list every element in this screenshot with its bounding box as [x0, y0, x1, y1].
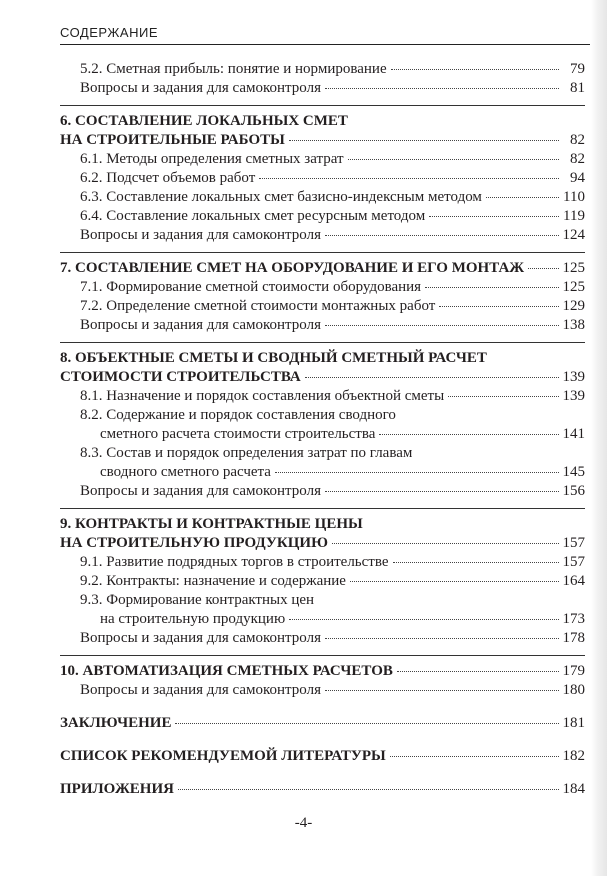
toc-entry-8-3-title[interactable]: 8.3. Состав и порядок определения затрат по главам: [80, 445, 413, 461]
dot-leader: [332, 542, 559, 544]
toc-entry-5-questions[interactable]: Вопросы и задания для самоконтроля 81: [80, 80, 585, 96]
dot-leader: [350, 580, 559, 582]
toc-entry-9-questions[interactable]: Вопросы и задания для самоконтроля 178: [80, 630, 585, 646]
dot-leader: [325, 689, 559, 691]
dot-leader: [325, 490, 559, 492]
toc-chapter-9-title[interactable]: 9. КОНТРАКТЫ И КОНТРАКТНЫЕ ЦЕНЫ: [60, 516, 363, 532]
dot-leader: [528, 267, 558, 269]
dot-leader: [325, 234, 559, 236]
toc-literature[interactable]: СПИСОК РЕКОМЕНДУЕМОЙ ЛИТЕРАТУРЫ 182: [60, 748, 585, 764]
toc-entry-6-4[interactable]: 6.4. Составление локальных смет ресурсным методом 119: [80, 208, 585, 224]
dot-leader: [178, 788, 559, 790]
section-gap: [60, 733, 585, 747]
toc-entry-9-1[interactable]: 9.1. Развитие подрядных торгов в строительстве 157: [80, 554, 585, 570]
toc-chapter-6[interactable]: НА СТРОИТЕЛЬНЫЕ РАБОТЫ 82: [60, 132, 585, 148]
dot-leader: [275, 471, 559, 473]
page-number: -4-: [294, 815, 313, 831]
toc-entry-5-2[interactable]: 5.2. Сметная прибыль: понятие и нормирование 79: [80, 61, 585, 77]
section-gap: [60, 700, 585, 714]
toc-entry-9-3[interactable]: на строительную продукцию 173: [100, 611, 585, 627]
toc-chapter-8[interactable]: СТОИМОСТИ СТРОИТЕЛЬСТВА 139: [60, 369, 585, 385]
dot-leader: [486, 196, 559, 198]
table-of-contents: [60, 60, 585, 799]
chapter-divider: [60, 655, 585, 656]
toc-chapter-10[interactable]: 10. АВТОМАТИЗАЦИЯ СМЕТНЫХ РАСЧЕТОВ 179: [60, 663, 585, 679]
toc-entry-9-3-title[interactable]: 9.3. Формирование контрактных цен: [80, 592, 315, 608]
dot-leader: [379, 433, 558, 435]
toc-entry-6-questions[interactable]: Вопросы и задания для самоконтроля 124: [80, 227, 585, 243]
toc-conclusion[interactable]: ЗАКЛЮЧЕНИЕ 181: [60, 715, 585, 731]
toc-entry-8-2[interactable]: сметного расчета стоимости строительства 141: [100, 426, 585, 442]
dot-leader: [348, 158, 559, 160]
chapter-divider: [60, 105, 585, 106]
dot-leader: [289, 139, 559, 141]
toc-appendices[interactable]: ПРИЛОЖЕНИЯ 184: [60, 781, 585, 797]
dot-leader: [429, 215, 559, 217]
toc-chapter-9[interactable]: НА СТРОИТЕЛЬНУЮ ПРОДУКЦИЮ 157: [60, 535, 585, 551]
section-gap: [60, 766, 585, 780]
dot-leader: [393, 561, 559, 563]
toc-chapter-8-title[interactable]: 8. ОБЪЕКТНЫЕ СМЕТЫ И СВОДНЫЙ СМЕТНЫЙ РАСЧЕТ: [60, 350, 487, 366]
dot-leader: [391, 68, 559, 70]
chapter-divider: [60, 342, 585, 343]
toc-entry-6-3[interactable]: 6.3. Составление локальных смет базисно-индексным методом 110: [80, 189, 585, 205]
header-rule: [60, 44, 590, 45]
toc-entry-7-1[interactable]: 7.1. Формирование сметной стоимости оборудования 125: [80, 279, 585, 295]
dot-leader: [305, 376, 559, 378]
toc-entry-7-2[interactable]: 7.2. Определение сметной стоимости монтажных работ 129: [80, 298, 585, 314]
toc-entry-8-1[interactable]: 8.1. Назначение и порядок составления объектной сметы 139: [80, 388, 585, 404]
toc-entry-8-3[interactable]: сводного сметного расчета 145: [100, 464, 585, 480]
dot-leader: [425, 286, 558, 288]
toc-entry-8-questions[interactable]: Вопросы и задания для самоконтроля 156: [80, 483, 585, 499]
chapter-divider: [60, 252, 585, 253]
running-header: СОДЕРЖАНИЕ: [60, 25, 159, 40]
dot-leader: [397, 670, 559, 672]
toc-entry-10-questions[interactable]: Вопросы и задания для самоконтроля 180: [80, 682, 585, 698]
dot-leader: [390, 755, 559, 757]
toc-chapter-6-title[interactable]: 6. СОСТАВЛЕНИЕ ЛОКАЛЬНЫХ СМЕТ: [60, 113, 348, 129]
toc-entry-7-questions[interactable]: Вопросы и задания для самоконтроля 138: [80, 317, 585, 333]
dot-leader: [259, 177, 559, 179]
dot-leader: [448, 395, 558, 397]
toc-entry-8-2-title[interactable]: 8.2. Содержание и порядок составления сводного: [80, 407, 396, 423]
toc-entry-6-1[interactable]: 6.1. Методы определения сметных затрат 82: [80, 151, 585, 167]
toc-entry-9-2[interactable]: 9.2. Контракты: назначение и содержание 164: [80, 573, 585, 589]
chapter-divider: [60, 508, 585, 509]
page-edge-shadow: [591, 0, 607, 876]
dot-leader: [325, 324, 559, 326]
toc-chapter-7[interactable]: 7. СОСТАВЛЕНИЕ СМЕТ НА ОБОРУДОВАНИЕ И ЕГО МОНТАЖ 125: [60, 260, 585, 276]
dot-leader: [439, 305, 558, 307]
dot-leader: [175, 722, 558, 724]
dot-leader: [289, 618, 558, 620]
dot-leader: [325, 637, 559, 639]
toc-entry-6-2[interactable]: 6.2. Подсчет объемов работ 94: [80, 170, 585, 186]
dot-leader: [325, 87, 559, 89]
